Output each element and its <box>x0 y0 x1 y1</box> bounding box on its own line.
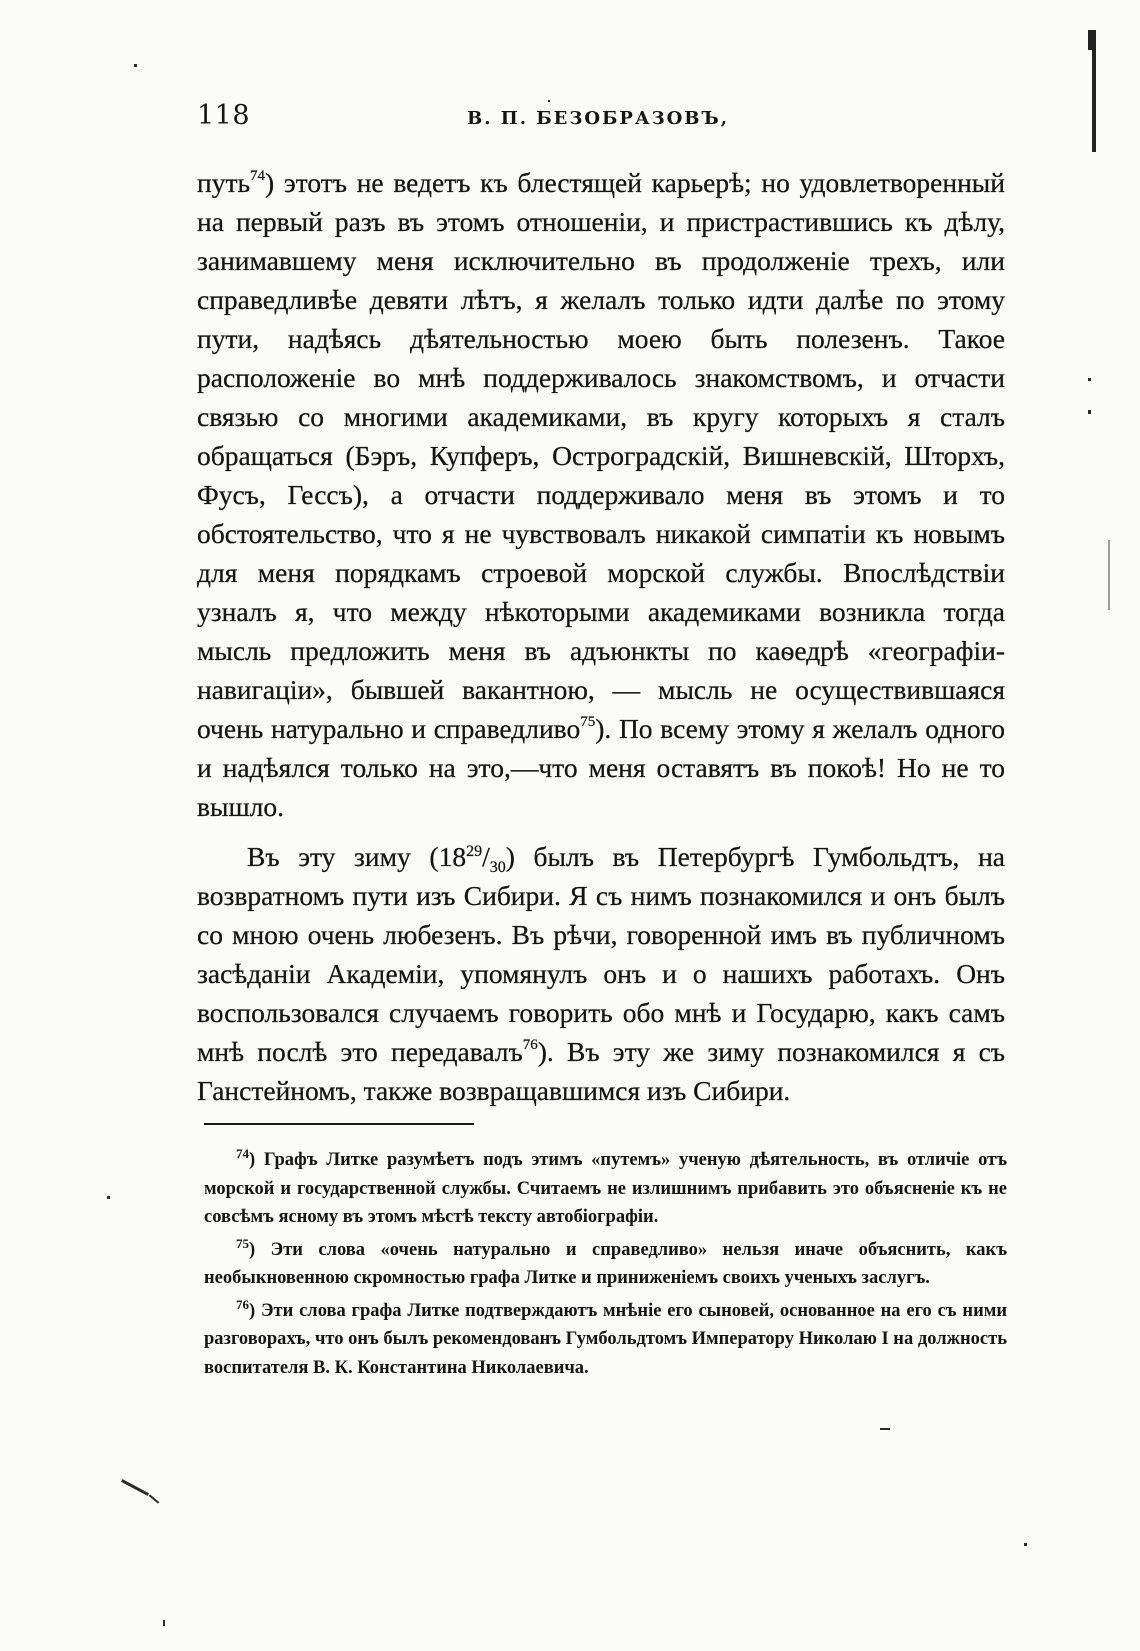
fraction-slash: / <box>482 841 490 872</box>
paragraph-1-text-c: ). По всему этому я желалъ одного и надѣялся только на это,—что меня оставятъ въ покоѣ! Но не то вышло. <box>197 713 1005 822</box>
scan-speck <box>1088 410 1091 414</box>
paragraph-2-text-a: Въ эту зиму (18 <box>247 841 467 872</box>
paragraph-2-text-b: ) былъ въ Петербургѣ Гумбольдтъ, на возвратномъ пути изъ Сибири. Я съ нимъ познакомился и онъ былъ со мною очень любезенъ. Въ рѣчи, говоренной имъ въ публичномъ засѣданіи Академіи, упомянулъ онъ и о нашихъ работахъ. Онъ воспользовался случаемъ говорить обо мнѣ и Государю, какъ самъ мнѣ послѣ это передавалъ <box>197 841 1005 1067</box>
footnote-text: ) Эти слова графа Литке подтверждаютъ мнѣніе его сыновей, основанное на его съ ними разговорахъ, что онъ былъ рекомендованъ Гумбольдтомъ Императору Николаю I на должность воспитателя В. К. Константина Николаевича. <box>204 1300 1007 1378</box>
running-head: В. П. БЕЗОБРАЗОВЪ, <box>467 108 729 129</box>
main-text <box>197 163 1005 1110</box>
page-header <box>197 100 1005 140</box>
scan-edge-line <box>1108 540 1110 610</box>
footnotes <box>204 1146 1007 1386</box>
footnote-divider <box>204 1123 474 1125</box>
scan-speck <box>1088 378 1091 381</box>
page-number: 118 <box>197 100 251 131</box>
footnote-ref-74[interactable]: 74 <box>250 168 266 184</box>
scan-streak <box>121 1479 149 1496</box>
paragraph-1-text-a: путь <box>197 167 251 198</box>
footnote-text: ) Графъ Литке разумѣетъ подъ этимъ «путемъ» ученую дѣятельность, въ отличіе отъ морской и государственной службы. Считаемъ не излишнимъ прибавить это объясненіе къ не совсѣмъ ясному въ этомъ мѣстѣ тексту автобіографіи. <box>204 1150 1007 1227</box>
footnote-74 <box>204 1146 1007 1232</box>
scan-speck <box>548 100 550 102</box>
scan-speck <box>1024 1543 1027 1546</box>
footnote-marker: 76 <box>236 1296 249 1312</box>
footnote-text: ) Эти слова «очень натурально и справедливо» нельзя иначе объяснить, какъ необыкновенною скромностью графа Литке и приниженіемъ своихъ ученыхъ заслугъ. <box>204 1239 1007 1288</box>
footnote-ref-75[interactable]: 75 <box>580 714 596 730</box>
scan-streak <box>149 1494 159 1503</box>
footnote-75 <box>204 1236 1007 1293</box>
scan-speck <box>134 64 137 67</box>
paragraph-1-text-b: ) этотъ не ведетъ къ блестящей карьерѣ; но удовлетворенный на первый разъ въ этомъ отношеніи, и пристрастившись къ дѣлу, занимавшему меня исключительно въ продолженіе трехъ, или справедливѣе девяти лѣтъ, я желалъ только идти далѣе по этому пути, надѣясь дѣятельностью моею быть полезенъ. Такое расположеніе во мнѣ поддерживалось знакомствомъ, и отчасти связью со многими академиками, въ кругу которыхъ я сталъ обращаться (Бэръ, Купферъ, Остроградскій, Вишневскій, Шторхъ, Фусъ, Гессъ), а отчасти поддерживало меня въ этомъ и то обстоятельство, что я не чувствовалъ никакой симпатіи къ новымъ для меня порядкамъ строевой морской службы. Впослѣдствіи узналъ я, что между нѣкоторыми академиками возникла тогда мысль предложить меня въ адъюнкты по каѳедрѣ «географіи-навигаціи», бывшей вакантною, — мысль не осуществившаяся очень натурально и справедливо <box>197 167 1005 744</box>
scan-speck <box>107 1196 110 1199</box>
footnote-marker: 74 <box>236 1146 249 1161</box>
paragraph-2-text-c: ). Въ эту же зиму познакомился я съ Ганстейномъ, также возвращавшимся изъ Сибири. <box>197 1036 1006 1106</box>
fraction-numerator: 29 <box>466 843 483 860</box>
fraction-denominator: 30 <box>489 859 506 876</box>
paragraph-1 <box>197 163 1005 826</box>
scan-speck <box>880 1428 890 1430</box>
scan-edge-tick <box>1088 30 1096 50</box>
footnote-marker: 75 <box>236 1235 249 1251</box>
scan-speck <box>163 1620 165 1626</box>
footnote-ref-76[interactable]: 76 <box>522 1037 538 1053</box>
footnote-76 <box>204 1297 1007 1383</box>
paragraph-2 <box>197 837 1005 1110</box>
